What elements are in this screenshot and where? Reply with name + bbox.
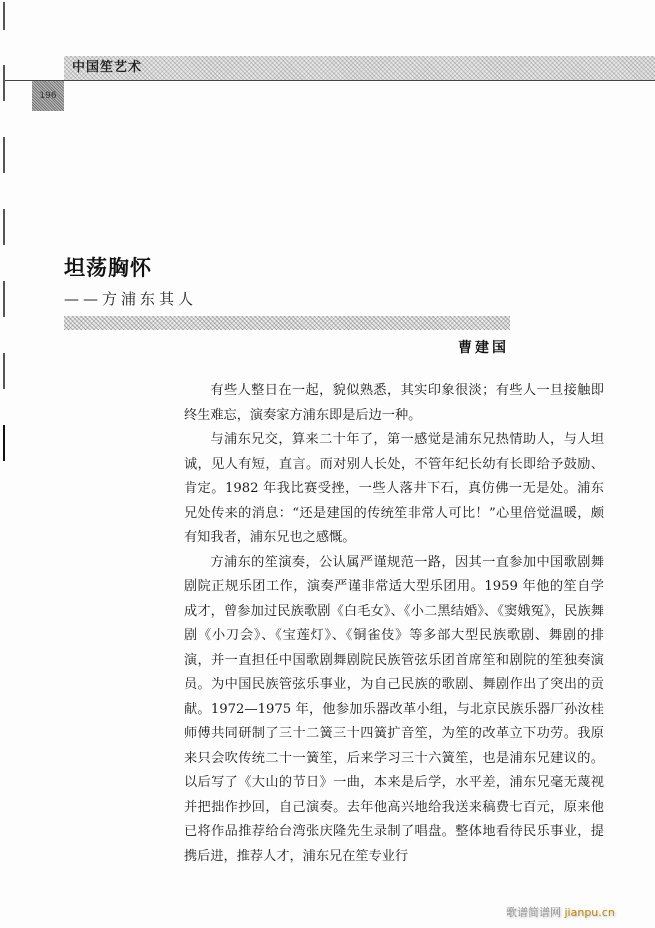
author-name: 曹建国 — [458, 340, 509, 356]
edge-mark — [3, 2, 5, 30]
article-title: 坦荡胸怀 — [64, 256, 152, 280]
edge-mark — [3, 425, 5, 461]
running-header-band — [64, 56, 655, 80]
watermark-url: jianpu.cn — [564, 906, 615, 919]
edge-mark — [3, 209, 5, 245]
edge-mark — [3, 65, 5, 101]
article-subtitle: ——方浦东其人 — [64, 290, 198, 308]
page-number — [32, 81, 64, 111]
edge-mark — [3, 281, 5, 317]
watermark — [506, 904, 615, 920]
edge-mark — [3, 353, 5, 389]
paragraph: 方浦东的笙演奏，公认属严谨规范一路，因其一直参加中国歌剧舞剧院正规乐团工作，演奏严谨非常适大型乐团用。1959 年他的笙自学成才，曾参加过民族歌剧《白毛女》、《小二黑结婚》、《窦娥冤》，民族舞剧《小刀会》、《宝莲灯》、《铜雀伎》等多部大型民族歌剧、舞剧的排演，并一直担任中国歌剧舞剧院民族管弦乐团首席笙和剧院的笙独奏演员。为中国民族管弦乐事业，为自己民族的歌剧、舞剧作出了突出的贡献。1972—1975 年，他参加乐器改革小组，与北京民族乐器厂孙汝桂师傅共同研制了三十二簧三十四簧扩音笙，为笙的改革立下功劳。我原来只会吹传统二十一簧笙，后来学习三十六簧笙，也是浦东兄建议的。以后写了《大山的节日》一曲，本来是后学，水平差，浦东兄毫无蔑视并把拙作抄回，自己演奏。去年他高兴地给我送来稿费七百元，原来他已将作品推荐给台湾张庆隆先生录制了唱盘。整体地看待民乐事业，提携后进，推荐人才，浦东兄在笙专业行 — [184, 554, 604, 864]
paragraph: 有些人整日在一起，貌似熟悉，其实印象很淡；有些人一旦接触即终生难忘，演奏家方浦东即是后边一种。 — [184, 383, 604, 423]
decorative-divider — [64, 316, 510, 330]
article-body — [184, 379, 604, 869]
edge-mark — [3, 137, 5, 173]
watermark-site-name: 歌谱简谱网 — [506, 906, 561, 919]
paragraph: 与浦东兄交，算来二十年了，第一感觉是浦东兄热情助人，与人坦诚，见人有短，直言。而对别人长处，不管年纪长幼有长即给予鼓励、肯定。1982 年我比赛受挫，一些人落井下石，真仿佛一无是处。浦东兄处传来的消息：“还是建国的传统笙非常人可比！”心里倍觉温暖，颇有知我者，浦东兄也之感慨。 — [184, 432, 604, 545]
header-rule — [5, 80, 655, 81]
running-header-title: 中国笙艺术 — [72, 60, 143, 75]
page-number-text: 196 — [39, 91, 57, 101]
